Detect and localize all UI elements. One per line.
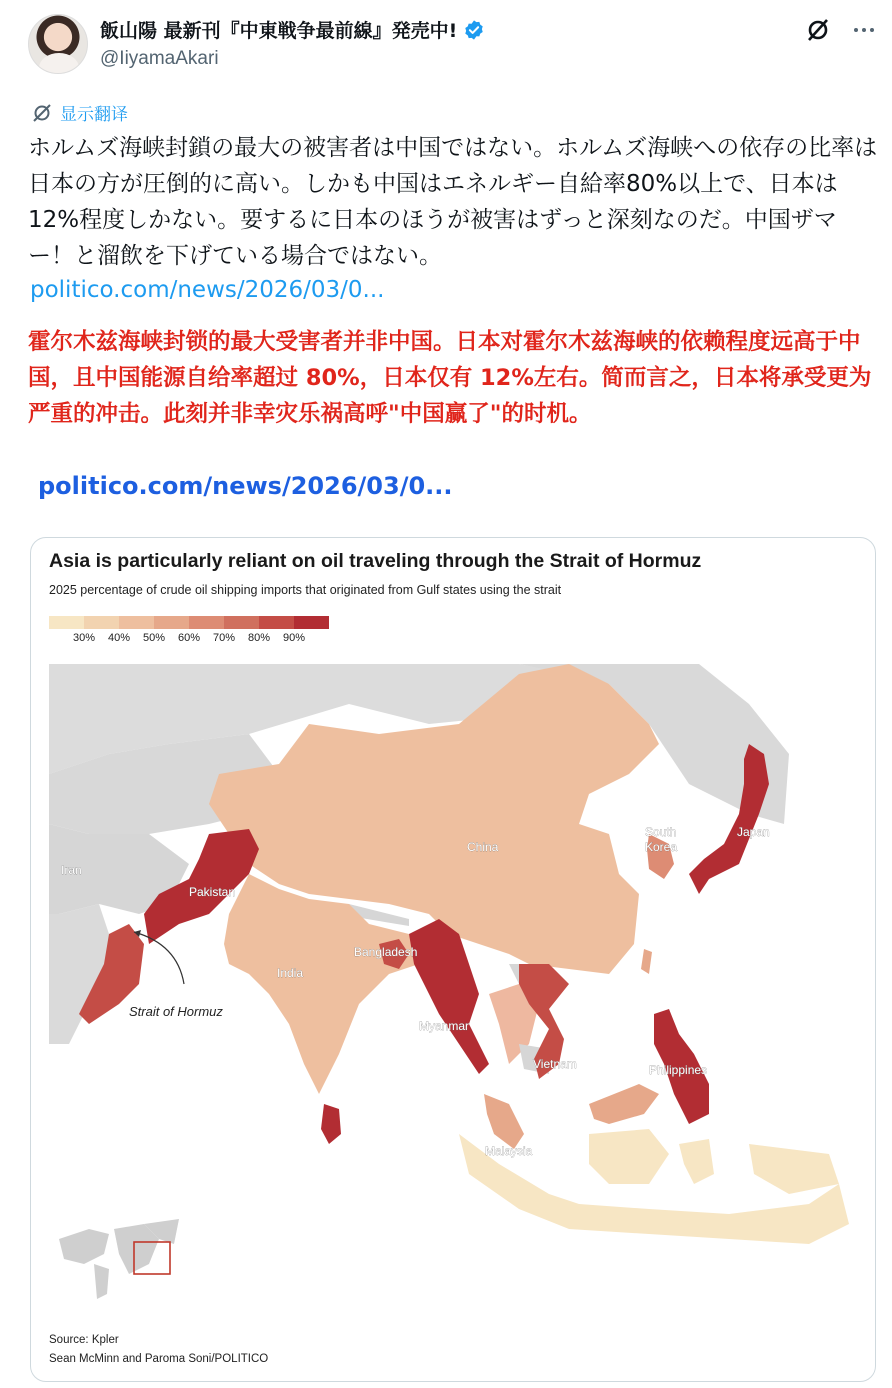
label-bangladesh: Bangladesh (354, 945, 418, 959)
legend-swatch (189, 616, 224, 629)
label-philippines: Philippines (649, 1063, 708, 1077)
translation-link[interactable]: politico.com/news/2026/03/0... (38, 472, 453, 500)
top-actions (804, 16, 878, 44)
tweet-text: ホルムズ海峡封鎖の最大の被害者は中国ではない。ホルムズ海峡への依存の比率は日本の方が圧倒的に高い。しかも中国はエネルギー自給率80%以上で、日本は12%程度しかない。要するに日本のほうが被害はずっと深刻なのだ。中国ザマー！と溜飲を下げている場合ではない。 (28, 135, 878, 269)
legend-swatch (294, 616, 329, 629)
translation-text: 霍尔木兹海峡封锁的最大受害者并非中国。日本对霍尔木兹海峡的依赖程度远高于中国，且中国能源自给率超过 80%，日本仅有 12%左右。简而言之，日本将承受更为严重的冲击。此刻并非幸灾乐祸高呼"中国赢了"的时机。 (28, 329, 872, 427)
more-options-icon[interactable] (850, 16, 878, 44)
legend-label: 80% (248, 632, 271, 644)
media-card[interactable] (30, 537, 876, 1382)
label-south-korea-1: South (645, 825, 677, 839)
author-handle[interactable]: @IiyamaAkari (100, 48, 219, 69)
label-japan: Japan (737, 825, 770, 839)
legend-swatch (119, 616, 154, 629)
author-display-name[interactable]: 飯山陽 最新刊『中東戦争最前線』発売中! (100, 20, 458, 42)
avatar[interactable] (28, 14, 88, 74)
hormuz-label: Strait of Hormuz (129, 1004, 223, 1019)
translate-button[interactable] (32, 100, 128, 125)
label-china: China (467, 840, 499, 854)
chart-credit: Sean McMinn and Paroma Soni/POLITICO (49, 1353, 269, 1365)
legend-swatch (154, 616, 189, 629)
chart-subtitle: 2025 percentage of crude oil shipping imports that originated from Gulf states using the strait (49, 583, 562, 597)
tweet-header (28, 12, 878, 76)
label-pakistan: Pakistan (189, 885, 236, 899)
label-vietnam: Vietnam (533, 1057, 577, 1071)
label-india: India (277, 966, 304, 980)
tweet-link[interactable]: politico.com/news/2026/03/0... (30, 277, 385, 303)
legend-label: 30% (73, 632, 96, 644)
verified-badge-icon (463, 19, 485, 41)
legend-label: 50% (143, 632, 166, 644)
chart-title: Asia is particularly reliant on oil traveling through the Strait of Hormuz (49, 550, 702, 572)
legend (49, 616, 349, 646)
label-myanmar: Myanmar (419, 1019, 470, 1033)
name-row (100, 16, 485, 43)
legend-swatch (224, 616, 259, 629)
legend-label: 90% (283, 632, 306, 644)
grok-icon[interactable] (804, 16, 832, 44)
legend-label: 40% (108, 632, 131, 644)
legend-swatch (84, 616, 119, 629)
legend-label: 60% (178, 632, 201, 644)
asia-map (49, 664, 849, 1304)
legend-swatch (49, 616, 84, 629)
label-south-korea-2: Korea (645, 840, 678, 854)
chart-source: Source: Kpler (49, 1334, 119, 1346)
translate-label: 显示翻译 (60, 105, 128, 125)
label-malaysia: Malaysia (485, 1144, 533, 1158)
translate-icon (32, 103, 52, 123)
legend-label: 70% (213, 632, 236, 644)
legend-swatch (259, 616, 294, 629)
label-iran: Iran (61, 863, 82, 877)
